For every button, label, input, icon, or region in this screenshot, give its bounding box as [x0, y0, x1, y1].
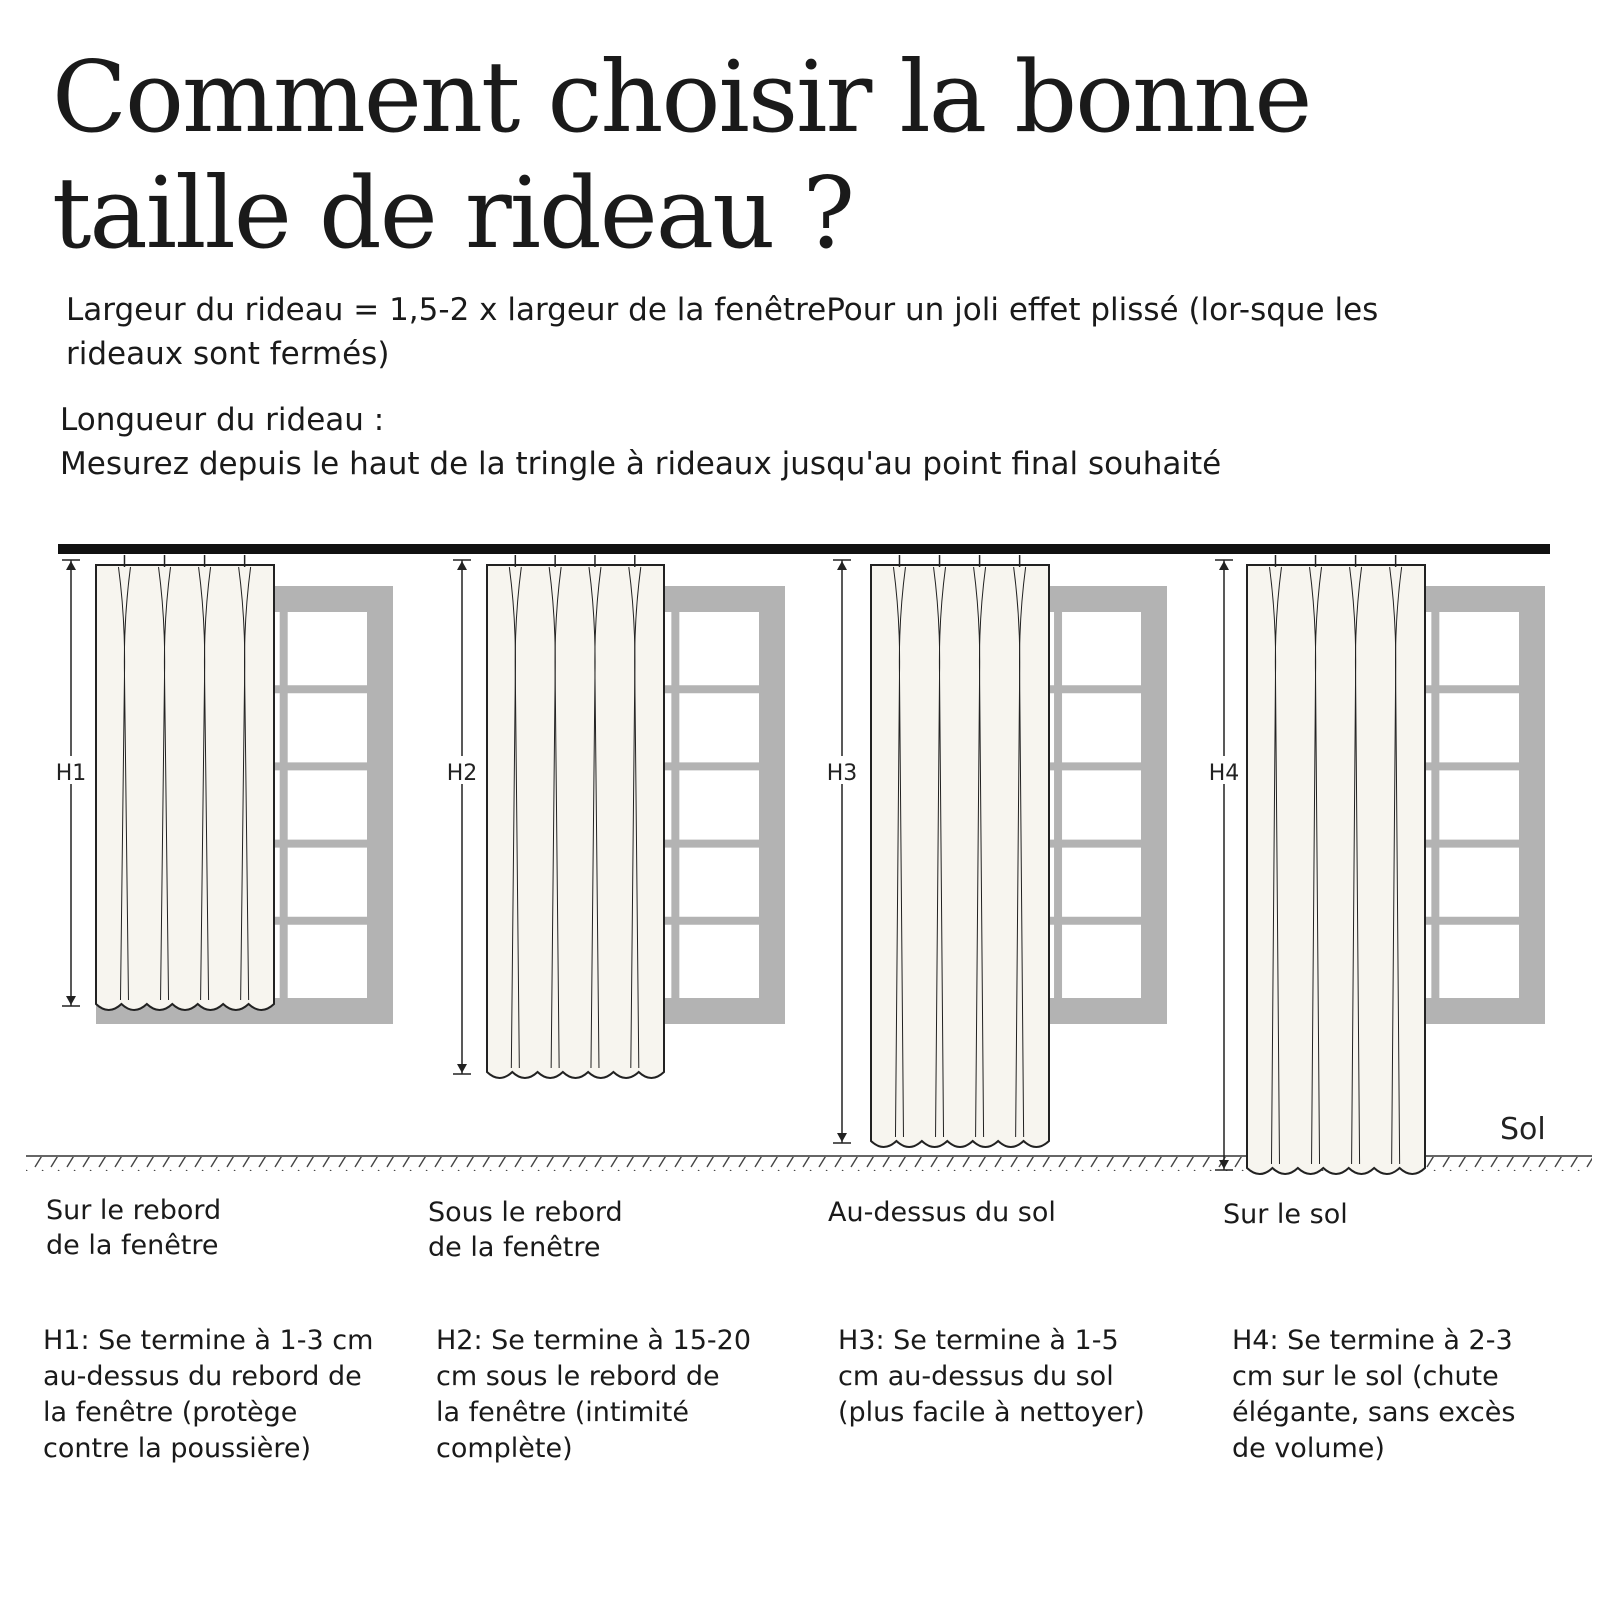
- h2-dimension-arrow-top: [457, 561, 467, 570]
- length-instruction: Mesurez depuis le haut de la tringle à rideaux jusqu'au point final souhaité: [60, 446, 1222, 482]
- h1-dimension-arrow-bottom: [66, 996, 76, 1005]
- h3-position-label: [828, 1195, 1056, 1230]
- h4-dimension-arrow-top: [1219, 561, 1229, 570]
- h1-dimension-label: H1: [55, 761, 87, 786]
- h3-dimension-arrow-bottom: [837, 1133, 847, 1142]
- h2-dimension-arrow-bottom: [457, 1064, 467, 1073]
- title-line-1: Comment choisir la bonne: [52, 41, 1311, 155]
- floor-label: Sol: [1500, 1112, 1546, 1147]
- h3-dimension-label: H3: [826, 761, 858, 786]
- h2-description: H2: Se termine à 15-20 cm sous le rebord de la fenêtre (intimité complète): [436, 1325, 752, 1464]
- length-heading: Longueur du rideau :: [60, 402, 385, 438]
- h4-label-line-1: Sur le sol: [1223, 1199, 1348, 1230]
- h4-description: H4: Se termine à 2-3 cm sur le sol (chute élégante, sans excès de volume): [1232, 1325, 1516, 1464]
- h3-dimension-arrow-top: [837, 561, 847, 570]
- h1-label-line-1: Sur le rebord: [46, 1195, 222, 1226]
- h2-label-line-2: de la fenêtre: [428, 1232, 601, 1263]
- h3-label-line-1: Au-dessus du sol: [828, 1197, 1056, 1228]
- h4-dimension-label: H4: [1208, 761, 1240, 786]
- h1-position-label: [46, 1193, 221, 1263]
- curtain-rod: [58, 544, 1550, 554]
- h2-dimension-label: H2: [446, 761, 478, 786]
- title-line-2: taille de rideau ?: [52, 157, 854, 271]
- h1-description: H1: Se termine à 1-3 cm au-dessus du rebord de la fenêtre (protège contre la poussière): [43, 1325, 374, 1464]
- h2-label-line-1: Sous le rebord: [428, 1197, 623, 1228]
- h1-label-line-2: de la fenêtre: [46, 1230, 219, 1261]
- h2-position-label: [428, 1195, 623, 1265]
- curtain-width-rule: Largeur du rideau = 1,5-2 x largeur de la fenêtrePour un joli effet plissé (lor-sque les rideaux sont fermés): [66, 292, 1379, 372]
- h3-description: H3: Se termine à 1-5 cm au-dessus du sol (plus facile à nettoyer): [838, 1325, 1145, 1428]
- h1-dimension-arrow-top: [66, 561, 76, 570]
- h4-position-label: [1223, 1197, 1348, 1232]
